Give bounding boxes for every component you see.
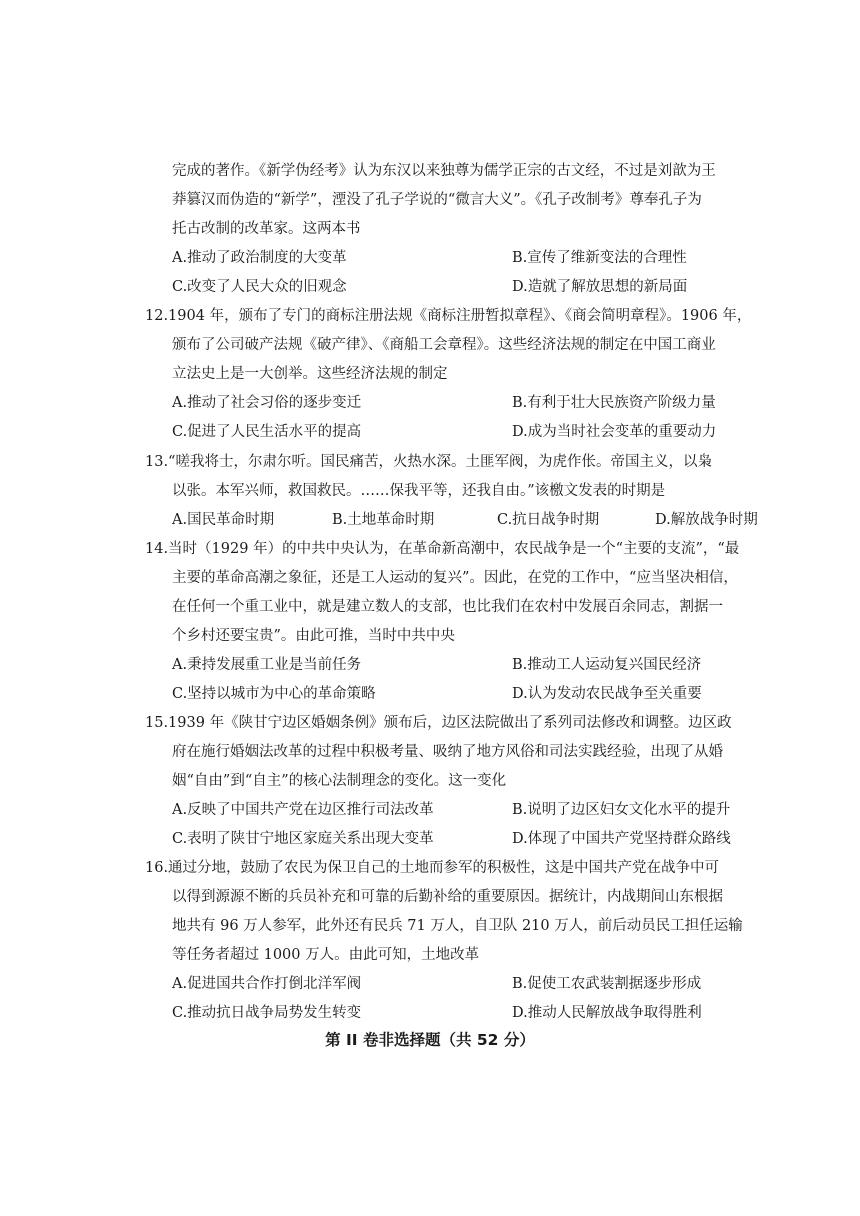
q11-option-b: B.宣传了维新变法的合理性 — [512, 250, 687, 266]
q14-option-c: C.坚持以城市为中心的革命策略 — [172, 686, 376, 702]
q12-stem-line-1: 12.1904 年，颁布了专门的商标注册法规《商标注册暂拟章程》、《商会简明章程》。1906 年， — [145, 308, 752, 324]
q13-option-d: D.解放战争时期 — [655, 512, 758, 528]
q16-stem-line-2: 以得到源源不断的兵员补充和可靠的后勤补给的重要原因。据统计，内战期间山东根据 — [172, 889, 723, 905]
q13-stem-line-2: 以张。本军兴师，救国救民。……保我平等，还我自由。”该檄文发表的时期是 — [172, 483, 666, 499]
q11-stem-line-1: 完成的著作。《新学伪经考》认为东汉以来独尊为儒学正宗的古文经，不过是刘歆为王 — [172, 163, 716, 179]
section-heading: 第 II 卷非选择题（共 52 分） — [325, 1031, 535, 1049]
q15-option-a: A.反映了中国共产党在边区推行司法改革 — [172, 802, 434, 818]
q16-option-a: A.促进国共合作打倒北洋军阀 — [172, 976, 362, 992]
q16-option-c: C.推动抗日战争局势发生转变 — [172, 1005, 362, 1021]
q12-stem-line-3: 立法史上是一大创举。这些经济法规的制定 — [172, 366, 448, 382]
q12-option-b: B.有利于壮大民族资产阶级力量 — [512, 395, 716, 411]
q13-stem-line-1: 13.“嗟我将士，尔肃尔听。国民痛苦，火热水深。土匪军阀，为虎作伥。帝国主义，以枭 — [145, 454, 712, 470]
q11-option-a: A.推动了政治制度的大变革 — [172, 250, 347, 266]
q14-stem-line-1: 14.当时（1929 年）的中共中央认为，在革命新高潮中，农民战争是一个“主要的支流”，“最 — [145, 541, 740, 557]
q16-stem-line-1: 16.通过分地，鼓励了农民为保卫自己的土地而参军的积极性，这是中国共产党在战争中可 — [145, 860, 720, 876]
q14-option-d: D.认为发动农民战争至关重要 — [512, 686, 702, 702]
q14-stem-line-4: 个乡村还要宝贵”。由此可推，当时中共中央 — [172, 628, 455, 644]
q15-stem-line-1: 15.1939 年《陕甘宁边区婚姻条例》颁布后，边区法院做出了系列司法修改和调整。边区政 — [145, 715, 732, 731]
q14-stem-line-3: 在任何一个重工业中，就是建立数人的支部，也比我们在农村中发展百余同志，割据一 — [172, 599, 723, 615]
q16-option-d: D.推动人民解放战争取得胜利 — [512, 1005, 702, 1021]
q12-option-a: A.推动了社会习俗的逐步变迁 — [172, 395, 362, 411]
q13-option-a: A.国民革命时期 — [172, 512, 275, 528]
q12-stem-line-2: 颁布了公司破产法规《破产律》、《商船工会章程》。这些经济法规的制定在中国工商业 — [172, 337, 716, 353]
q16-option-b: B.促使工农武装割据逐步形成 — [512, 976, 702, 992]
q16-stem-line-3: 地共有 96 万人参军，此外还有民兵 71 万人，自卫队 210 万人，前后动员民工担任运输 — [172, 918, 743, 934]
q14-stem-line-2: 主要的革命高潮之象征，还是工人运动的复兴”。因此，在党的工作中，“应当坚决相信， — [172, 570, 738, 586]
q12-option-d: D.成为当时社会变革的重要动力 — [512, 424, 717, 440]
q15-stem-line-3: 姻“自由”到“自主”的核心法制理念的变化。这一变化 — [172, 773, 507, 789]
q11-stem-line-3: 托古改制的改革家。这两本书 — [172, 221, 361, 237]
q14-option-a: A.秉持发展重工业是当前任务 — [172, 657, 362, 673]
q14-option-b: B.推动工人运动复兴国民经济 — [512, 657, 702, 673]
q15-option-b: B.说明了边区妇女文化水平的提升 — [512, 802, 731, 818]
q11-stem-line-2: 莽篡汉而伪造的“新学”，湮没了孔子学说的“微言大义”。《孔子改制考》尊奉孔子为 — [172, 192, 702, 208]
q11-option-d: D.造就了解放思想的新局面 — [512, 279, 688, 295]
q16-stem-line-4: 等任务者超过 1000 万人。由此可知，土地改革 — [172, 947, 480, 963]
q15-option-c: C.表明了陕甘宁地区家庭关系出现大变革 — [172, 831, 434, 847]
q15-stem-line-2: 府在施行婚姻法改革的过程中积极考量、吸纳了地方风俗和司法实践经验，出现了从婚 — [172, 744, 723, 760]
q12-option-c: C.促进了人民生活水平的提高 — [172, 424, 362, 440]
q13-option-b: B.土地革命时期 — [332, 512, 435, 528]
q15-option-d: D.体现了中国共产党坚持群众路线 — [512, 831, 731, 847]
q13-option-c: C.抗日战争时期 — [497, 512, 600, 528]
q11-option-c: C.改变了人民大众的旧观念 — [172, 279, 347, 295]
